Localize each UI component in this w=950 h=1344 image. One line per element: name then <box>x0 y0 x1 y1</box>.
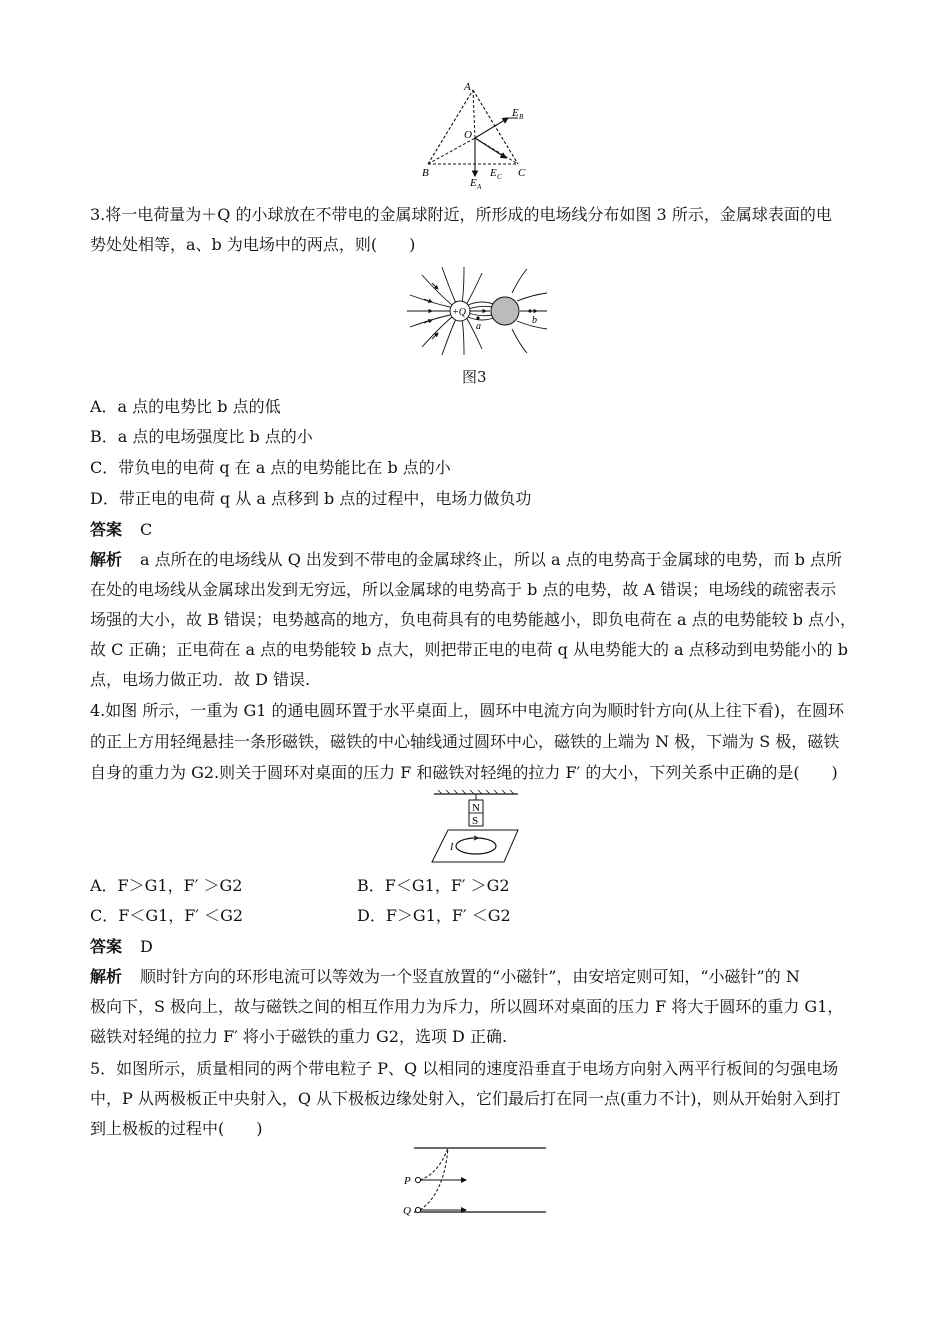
q3-stem-line-1: 3.将一电荷量为＋Q 的小球放在不带电的金属球附近，所形成的电场线分布如图 3 所示，金属球表面的电 <box>90 205 832 224</box>
label-EB: E <box>512 107 519 119</box>
q4-analysis-line-2: 极向下，S 极向上，故与磁铁之间的相互作用力为斥力，所以圆环对桌面的压力 F 将大于圆环的重力 G1， <box>90 997 844 1016</box>
q5-stem-line-1: 5．如图所示，质量相同的两个带电粒子 P、Q 以相同的速度沿垂直于电场方向射入两平行板间的匀强电场 <box>90 1059 839 1078</box>
label-EC: E <box>490 167 497 179</box>
q3-option-c: C．带负电的电荷 q 在 a 点的电势能比在 b 点的小 <box>90 458 451 477</box>
q4-analysis-label: 解析 <box>90 967 123 986</box>
q5-stem-line-2: 中，P 从两极板正中央射入，Q 从下极板边缘处射入，它们最后打在同一点(重力不计)，则从开始射入到打 <box>90 1089 841 1108</box>
q4-option-a: A．F＞G1，F′ ＞G2 <box>90 876 243 895</box>
q3-analysis-label: 解析 <box>90 550 123 569</box>
label-EC-sub: C <box>497 173 502 181</box>
label-O: O <box>464 129 472 141</box>
particle-q-label: Q <box>403 1205 411 1217</box>
q4-answer <box>90 934 153 960</box>
label-b: b <box>532 315 537 326</box>
particle-p-label: P <box>404 1175 411 1187</box>
q3-answer-label: 答案 <box>90 520 123 539</box>
q3-answer <box>90 517 152 543</box>
label-EB-sub: B <box>519 113 524 121</box>
q4-stem-line-3: 自身的重力为 G2.则关于圆环对桌面的压力 F 和磁铁对轻绳的拉力 F′ 的大小，下列关系中正确的是( ) <box>90 763 838 782</box>
q4-answer-label: 答案 <box>90 937 123 956</box>
label-EA-sub: A <box>477 183 482 190</box>
triangle-field-figure <box>418 78 538 190</box>
q3-option-d: D．带正电的电荷 q 从 a 点移到 b 点的过程中，电场力做负功 <box>90 489 532 508</box>
label-a: a <box>476 321 481 332</box>
q3-stem-line-2: 势处处相等，a、b 为电场中的两点，则( ) <box>90 235 416 254</box>
field-lines-figure <box>402 265 552 357</box>
q3-answer-value: C <box>140 520 153 539</box>
label-EA: E <box>470 177 477 189</box>
q4-analysis-line-1 <box>90 964 800 990</box>
q5-stem-line-3: 到上极板的过程中( ) <box>90 1119 263 1138</box>
q4-analysis-line-3: 磁铁对轻绳的拉力 F′ 将小于磁铁的重力 G2，选项 D 正确. <box>90 1027 508 1046</box>
label-plus-q: +Q <box>452 307 466 318</box>
q3-option-b: B．a 点的电场强度比 b 点的小 <box>90 427 313 446</box>
magnet-s-label: S <box>472 815 479 827</box>
q3-analysis-line-4: 故 C 正确；正电荷在 a 点的电势能较 b 点大，则把带正电的电荷 q 从电势能大的 a 点移动到电势能小的 b <box>90 640 848 659</box>
current-i-label: I <box>450 842 454 853</box>
magnet-n-label: N <box>472 802 480 814</box>
q4-stem-line-1: 4.如图 所示，一重为 G1 的通电圆环置于水平桌面上，圆环中电流方向为顺时针方向(从上往下看)，在圆环 <box>90 701 844 720</box>
figure-3-caption: 图3 <box>462 368 487 386</box>
magnet-ring-figure <box>428 790 524 866</box>
q3-analysis-text-1: a 点所在的电场线从 Q 出发到不带电的金属球终止，所以 a 点的电势高于金属球的电势，而 b 点所 <box>140 550 843 569</box>
q3-analysis-line-2: 在处的电场线从金属球出发到无穷远，所以金属球的电势高于 b 点的电势，故 A 错误；电场线的疏密表示 <box>90 580 837 599</box>
label-A: A <box>464 81 471 93</box>
q4-stem-line-2: 的正上方用轻绳悬挂一条形磁铁，磁铁的中心轴线通过圆环中心，磁铁的上端为 N 极，下端为 S 极，磁铁 <box>90 732 840 751</box>
label-C: C <box>518 167 526 179</box>
q4-analysis-text-1: 顺时针方向的环形电流可以等效为一个竖直放置的“小磁针”，由安培定则可知，“小磁针”的 N <box>140 967 800 986</box>
q4-option-c: C．F＜G1，F′ ＜G2 <box>90 906 244 925</box>
q4-answer-value: D <box>140 937 153 956</box>
q3-option-a: A．a 点的电势比 b 点的低 <box>90 397 281 416</box>
label-B: B <box>422 167 429 179</box>
parallel-plates-figure <box>400 1144 550 1218</box>
q3-analysis-line-5: 点，电场力做正功．故 D 错误. <box>90 670 311 689</box>
q3-analysis-line-3: 场强的大小，故 B 错误；电势越高的地方，负电荷具有的电势能越小，即负电荷在 a 点的电势能较 b 点小， <box>90 610 857 629</box>
q4-option-b: B．F＜G1，F′ ＞G2 <box>357 876 510 895</box>
q3-analysis-line-1 <box>90 547 842 573</box>
q4-option-d: D．F＞G1，F′ ＜G2 <box>357 906 511 925</box>
